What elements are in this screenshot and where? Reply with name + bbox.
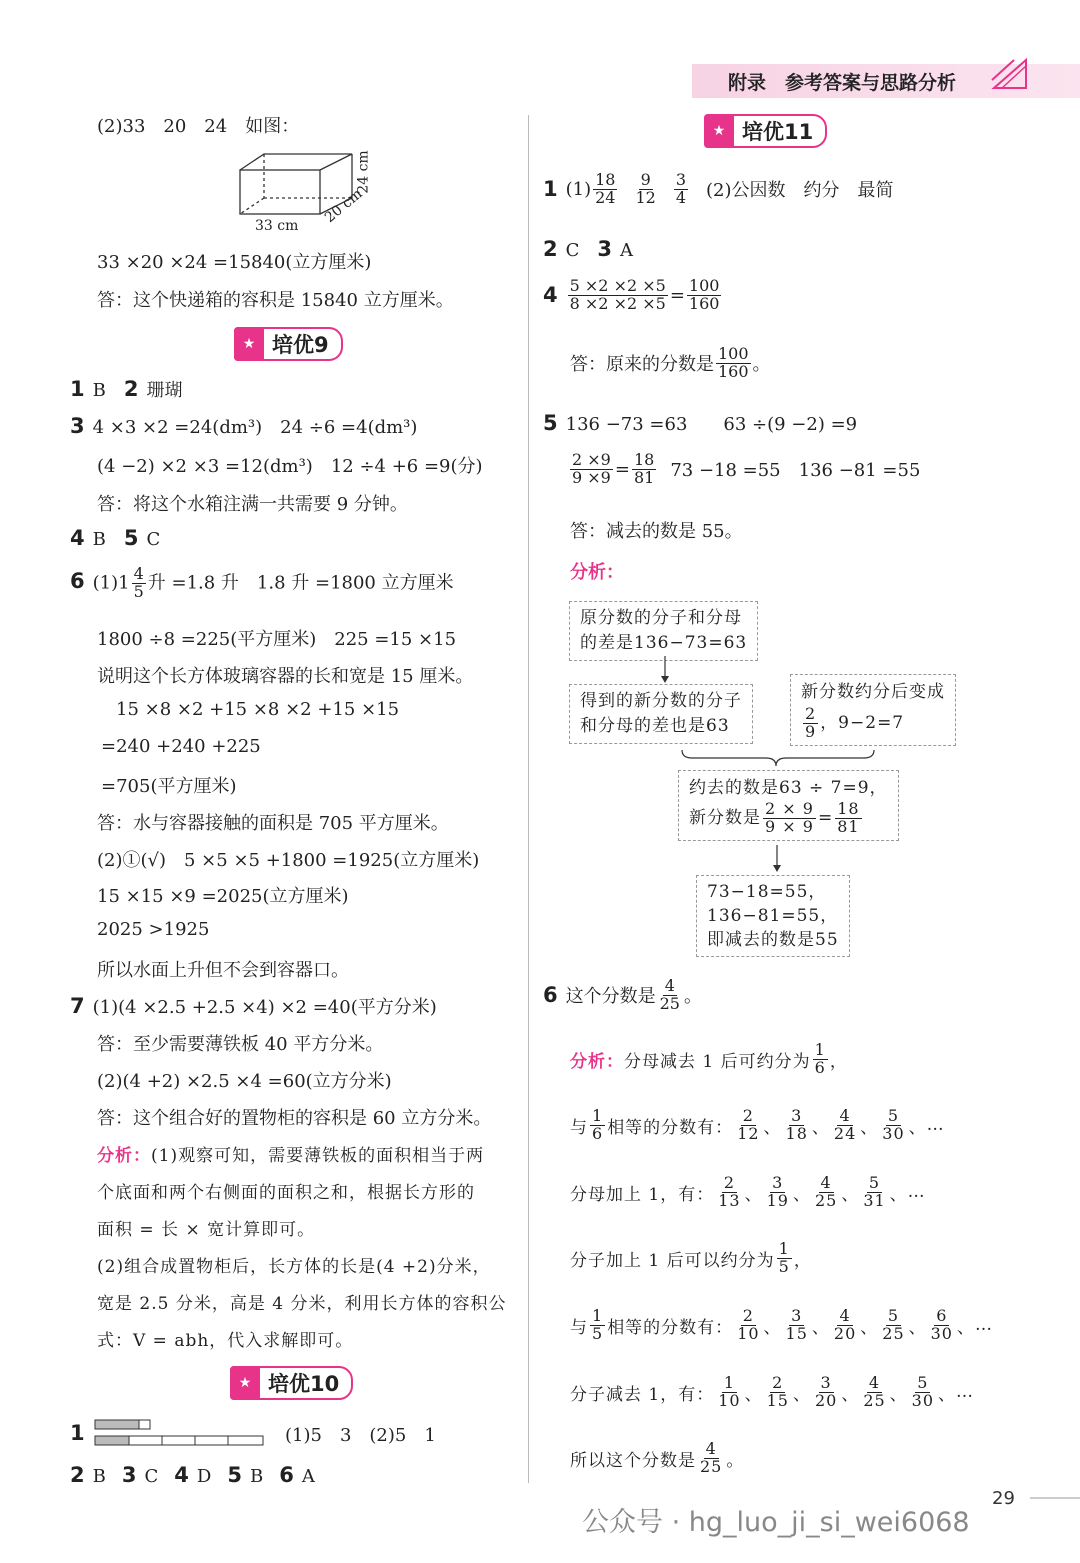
separator: 、 [889, 1184, 908, 1205]
fraction: 2 15 [766, 1373, 789, 1410]
star-icon: ★ [230, 1366, 260, 1400]
badge-label: 培优10 [268, 1372, 340, 1396]
q11-2-3: 2 C 3 A [543, 237, 634, 261]
text-line: (4 −2) ×2 ×3 =12(dm³) 12 ÷4 +6 =9(分) [97, 456, 483, 477]
separator: 、 [792, 1184, 811, 1205]
diagram-height-label: 24 cm [355, 150, 372, 194]
separator: 、 [744, 1184, 763, 1205]
analysis-line: 分析： 分母减去 1 后可约分为 1 6 ， [570, 1040, 848, 1077]
text-line: 说明这个长方体玻璃容器的长和宽是 15 厘米。 [97, 666, 474, 687]
analysis-line: 个底面和两个右侧面的面积之和，根据长方形的 [97, 1183, 475, 1203]
q11-5-answer: 答：减去的数是 55。 [570, 521, 743, 542]
page-header-title: 附录 参考答案与思路分析 [728, 72, 957, 94]
fraction: 3 15 [785, 1306, 808, 1343]
fraction: 2 12 [737, 1106, 760, 1143]
analysis-label: 分析： [570, 562, 624, 583]
separator: 、 [860, 1117, 879, 1138]
text-line: 1800 ÷8 =225(平方厘米) 225 =15 ×15 [97, 629, 457, 650]
separator: 、 [956, 1317, 975, 1338]
q11-1: 1 (1) 18 24 9 12 3 4 (2)公因数 约分 最简 [543, 170, 894, 207]
text-line: 2025 >1925 [97, 919, 210, 940]
fraction-list [714, 1375, 974, 1410]
separator: 、 [763, 1317, 782, 1338]
text-line: 答：至少需要薄铁板 40 平方分米。 [97, 1034, 384, 1055]
section-badge-9 [234, 327, 343, 361]
answer-line: 答：这个快递箱的容积是 15840 立方厘米。 [97, 290, 454, 311]
flow-box-4: 约去的数是63 ÷ 7=9， 新分数是 $\frac{2 \times 9}{9 \times 9}$ = $\frac{18}{81}$ [678, 770, 899, 841]
text-line: =705(平方厘米) [101, 776, 237, 797]
fraction: 4 25 [814, 1173, 838, 1210]
fraction: 4 24 [833, 1106, 857, 1143]
star-icon: ★ [234, 327, 264, 361]
analysis-line: 分母加上 1，有： 2 13 、 3 19 、 4 25 、 5 31 、 … [570, 1173, 926, 1210]
flow-box-1: 原分数的分子和分母 的差是136−73=63 [569, 601, 758, 661]
column-divider [528, 115, 529, 1483]
fraction: 1 10 [718, 1373, 741, 1410]
analysis-line: 与 1 5 相等的分数有： 2 10 、 3 15 、 4 20 、 5 25 、 6 30 、 … [570, 1306, 993, 1343]
text-line: 15 ×15 ×9 =2025(立方厘米) [97, 886, 349, 907]
q9-6: 6 (1)1 $\frac{4}{5}$ 升 =1.8 升 1.8 升 =1800 立方厘米 [70, 564, 454, 601]
ellipsis: … [907, 1182, 926, 1203]
q11-5: 5 136 −73 =63 63 ÷(9 −2) =9 [543, 411, 858, 435]
analysis-line: 分子减去 1，有： 1 10 、 2 15 、 3 20 、 4 25 、 5 30 、 … [570, 1373, 975, 1410]
diagram-width-label: 20 cm [321, 185, 366, 227]
text-line: 所以水面上升但不会到容器口。 [97, 960, 349, 981]
fraction: 3 19 [766, 1173, 789, 1210]
fraction: 5 30 [911, 1373, 935, 1410]
ellipsis: … [926, 1115, 945, 1136]
flow-box-5: 73−18=55， 136−81=55， 即减去的数是55 [696, 875, 850, 957]
fraction: 5 30 [882, 1106, 905, 1143]
page-number-rule [1030, 1497, 1080, 1499]
fraction: 2 13 [718, 1173, 741, 1210]
analysis-line: 面积 = 长 × 宽计算即可。 [97, 1220, 316, 1240]
fraction: 4 25 [863, 1373, 886, 1410]
separator: 、 [889, 1384, 908, 1405]
q9-1-2: 1 B 2 珊瑚 [70, 377, 183, 401]
fraction: 3 18 [785, 1106, 808, 1143]
watermark: 公众号 · hg_luo_ji_si_wei6068 [582, 1507, 970, 1538]
ellipsis: … [974, 1315, 993, 1336]
text-line: 15 ×8 ×2 +15 ×8 ×2 +15 ×15 [116, 699, 400, 720]
q11-4-answer: 答：原来的分数是 100 160 。 [570, 344, 771, 381]
text-line: =240 +240 +225 [101, 736, 261, 757]
flow-box-3: 新分数约分后变成 2 9 ，9−2=7 [790, 674, 956, 746]
text-line: 答：将这个水箱注满一共需要 9 分钟。 [97, 494, 408, 515]
analysis-line: 分析：(1)观察可知，需要薄铁板的面积相当于两 [97, 1146, 485, 1166]
text-line: 答：水与容器接触的面积是 705 平方厘米。 [97, 813, 449, 834]
fraction: 3 20 [814, 1373, 838, 1410]
analysis-line: 式：V = abh，代入求解即可。 [97, 1331, 354, 1351]
separator: 、 [811, 1317, 830, 1338]
fraction: 5 31 [863, 1173, 886, 1210]
star-icon: ★ [704, 114, 734, 148]
text-line: (2)①(√) 5 ×5 ×5 +1800 =1925(立方厘米) [97, 850, 480, 871]
separator: 、 [763, 1117, 782, 1138]
ruler-icon [990, 56, 1030, 92]
separator: 、 [811, 1117, 830, 1138]
section-badge-11 [704, 114, 827, 148]
fraction: 4 20 [833, 1306, 857, 1343]
ellipsis: … [956, 1382, 975, 1403]
calc-line: 33 ×20 ×24 =15840(立方厘米) [97, 252, 372, 273]
q9-7: 7 (1)(4 ×2.5 +2.5 ×4) ×2 =40(平方分米) [70, 994, 437, 1018]
fraction: 5 25 [882, 1306, 905, 1343]
q10-1-number: 1 [70, 1421, 85, 1445]
separator: 、 [841, 1184, 860, 1205]
answer-8-2: (2)33 20 24 如图： [97, 116, 300, 137]
q9-3: 3 4 ×3 ×2 =24(dm³) 24 ÷6 =4(dm³) [70, 414, 418, 438]
separator: 、 [792, 1384, 811, 1405]
flow-box-2: 得到的新分数的分子 和分母的差也是63 [569, 684, 753, 744]
arrow-down-icon [658, 656, 672, 684]
fraction-list [714, 1175, 925, 1210]
text-line: (2)(4 +2) ×2.5 ×4 =60(立方分米) [97, 1071, 392, 1092]
separator: 、 [841, 1384, 860, 1405]
analysis-line: 与 1 6 相等的分数有： 2 12 、 3 18 、 4 24 、 5 30 、 … [570, 1106, 945, 1143]
q11-5-line2: $\frac{2 \times 9}{9 \times 9}$ = $\frac{18}{81}$ 73 −18 =55 136 −81 =55 [572, 450, 921, 487]
separator: 、 [908, 1317, 927, 1338]
badge-label: 培优11 [742, 120, 814, 144]
fraction: 6 30 [930, 1306, 953, 1343]
arrow-down-icon [770, 845, 784, 873]
separator: 、 [938, 1384, 957, 1405]
separator: 、 [744, 1384, 763, 1405]
q11-4: 4 $\frac{5 \times 2 \times 2 \times 5}{8 \times 2 \times 2 \times 5}$ = $\frac{100}{160}$ [543, 276, 720, 313]
diagram-length-label: 33 cm [255, 218, 299, 234]
badge-label: 培优9 [272, 333, 329, 357]
separator: 、 [908, 1117, 927, 1138]
q11-6: 6 这个分数是 4 25 。 [543, 976, 702, 1013]
flow-brace [678, 748, 878, 770]
separator: 、 [860, 1317, 879, 1338]
analysis-line: 分子加上 1 后可以约分为 1 5 ， [570, 1239, 812, 1276]
text-line: 答：这个组合好的置物柜的容积是 60 立方分米。 [97, 1108, 492, 1129]
analysis-line: 所以这个分数是 4 25 。 [570, 1439, 745, 1476]
q10-1-answer: (1)5 3 (2)5 1 [285, 1425, 436, 1446]
q10-2-6: 2 B 3 C 4 D 5 B 6 A [70, 1463, 315, 1487]
section-badge-10 [230, 1366, 353, 1400]
page-number: 29 [992, 1488, 1015, 1509]
fraction-bars-diagram [94, 1418, 266, 1448]
fraction-list [733, 1108, 944, 1143]
analysis-line: (2)组合成置物柜后，长方体的长是(4 +2)分米， [97, 1257, 491, 1277]
analysis-line: 宽是 2.5 分米，高是 4 分米，利用长方体的容积公 [97, 1294, 507, 1314]
fraction-list [733, 1308, 993, 1343]
fraction: 2 10 [737, 1306, 760, 1343]
q9-4-5: 4 B 5 C [70, 526, 161, 550]
